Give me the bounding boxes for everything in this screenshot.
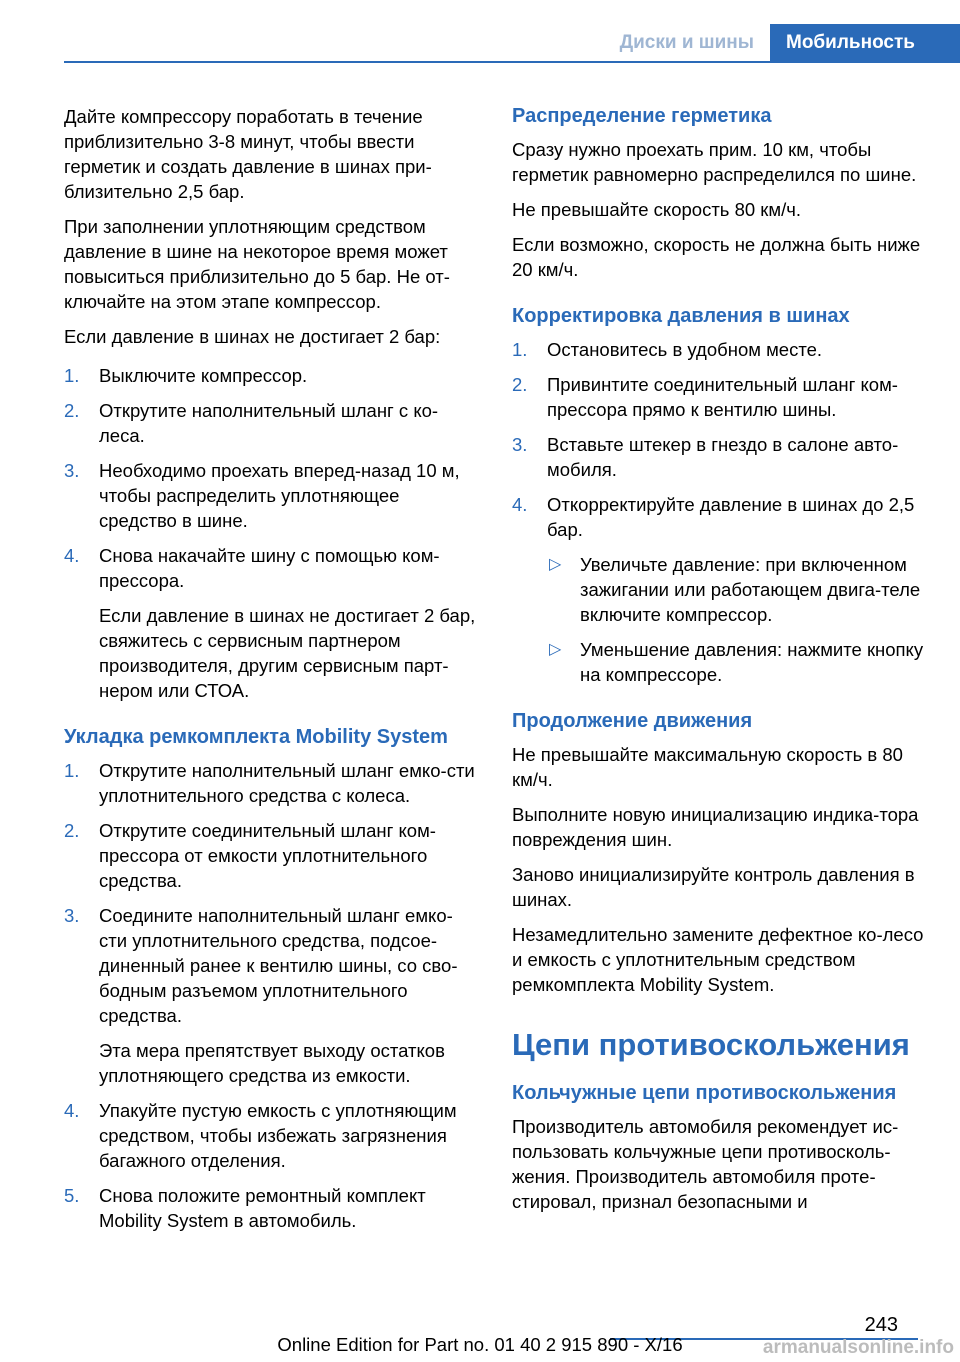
step-number: 2. [64,820,80,841]
step-number: 1. [64,365,80,386]
list-item [64,818,479,893]
step-text: Снова накачайте шину с помощью ком-прессора. [99,545,440,591]
heading-pressure-correction: Корректировка давления в шинах [512,305,850,327]
step-text: Открутите наполнительный шланг емко-сти уплотнительного средства с колеса. [99,760,475,806]
paragraph: Сразу нужно проехать прим. 10 км, чтобы герметик равномерно распределился по шине. [512,139,917,185]
list-item [512,372,932,422]
step-text: Соедините наполнительный шланг емко-сти уплотнительного средства, подсое-диненный ранее к вентилю шины, со сво-бодным разъемом уплотнительного средства. [99,905,458,1026]
step-text: Открутите соединительный шланг ком-прессора от емкости уплотнительного средства. [99,820,436,891]
paragraph: Не превышайте максимальную скорость в 80 км/ч. [512,744,903,790]
bullet-text: Уменьшение давления: нажмите кнопку на компрессоре. [580,639,924,685]
step-number: 4. [64,545,80,566]
step-number: 1. [64,760,80,781]
heading-sealant-distribution: Распределение герметика [512,105,772,127]
triangle-right-icon: ▷ [549,556,562,573]
paragraph: Дайте компрессору поработать в течение приблизительно 3-8 минут, чтобы ввести герметик и создать давление в шинах при-близительно 2,5 бар. [64,106,432,202]
list-item [64,903,479,1088]
heading-stow-kit: Укладка ремкомплекта Mobility System [64,726,448,748]
bullet-item [547,552,932,627]
right-column [512,104,932,1224]
paragraph: Заново инициализируйте контроль давления в шинах. [512,864,915,910]
triangle-right-icon: ▷ [549,641,562,658]
step-text: Выключите компрессор. [99,365,308,386]
list-item [64,1183,479,1233]
step-text: Упакуйте пустую емкость с уплотняющим средством, чтобы избежать загрязнения багажного отделения. [99,1100,457,1171]
paragraph: Выполните новую инициализацию индика-тора повреждения шин. [512,804,919,850]
steps-list-correction [512,337,932,687]
list-item [512,492,932,687]
step-text: Открутите наполнительный шланг с ко-леса. [99,400,439,446]
bullet-text: Увеличьте давление: при включенном зажигании или работающем двига-теле включите компрессор. [580,554,921,625]
step-text: Остановитесь в удобном месте. [547,339,823,360]
steps-list-pressure [64,363,479,703]
page-header [620,24,960,62]
step-number: 3. [64,905,80,926]
list-item [64,543,479,703]
step-number: 1. [512,339,528,360]
step-note: Если давление в шинах не достигает 2 бар, свяжитесь с сервисным партнером производителя, другим сервисным парт-нером или СТОА. [99,605,476,701]
list-item [512,337,932,362]
paragraph: Если возможно, скорость не должна быть ниже 20 км/ч. [512,234,921,280]
step-number: 2. [512,374,528,395]
header-rule [64,61,960,63]
paragraph: Не превышайте скорость 80 км/ч. [512,199,802,220]
page-number: 243 [864,1314,898,1336]
step-number: 5. [64,1185,80,1206]
bullet-item [547,637,932,687]
heading-snow-chains: Цепи противоскольжения [512,1027,910,1062]
list-item [64,458,479,533]
paragraph: Производитель автомобиля рекомендует ис-пользовать кольчужные цепи противосколь-жения. Производитель автомобиля протe-стировал, признал безопасными и [512,1116,899,1212]
step-text: Снова положите ремонтный комплект Mobility System в автомобиль. [99,1185,426,1231]
step-note: Эта мера препятствует выходу остатков уплотняющего средства из емкости. [99,1040,445,1086]
paragraph: Если давление в шинах не достигает 2 бар: [64,326,441,347]
watermark: armanualsonline.info [762,1337,954,1358]
heading-mail-chains: Кольчужные цепи противоскольжения [512,1082,897,1104]
steps-list-stow [64,758,479,1233]
paragraph: Незамедлительно замените дефектное ко-лесо и емкость с уплотнительным средством ремкомплекта Mobility System. [512,924,924,995]
paragraph: При заполнении уплотняющим средством давление в шине на некоторое время может повыситься приблизительно до 5 бар. Не от-ключайте на этом этапе компрессор. [64,216,450,312]
list-item [512,432,932,482]
step-number: 4. [64,1100,80,1121]
step-number: 2. [64,400,80,421]
step-number: 3. [512,434,528,455]
step-text: Вставьте штекер в гнездо в салоне авто-мобиля. [547,434,899,480]
left-column [64,104,479,1243]
step-number: 4. [512,494,528,515]
heading-continue-driving: Продолжение движения [512,710,753,732]
step-number: 3. [64,460,80,481]
section-tab[interactable]: Диски и шины [619,32,754,53]
list-item [64,363,479,388]
list-item [64,758,479,808]
step-text: Откорректируйте давление в шинах до 2,5 бар. [547,494,915,540]
list-item [64,398,479,448]
list-item [64,1098,479,1173]
edition-footer: Online Edition for Part no. 01 40 2 915 890 - X/16 [277,1334,683,1355]
bullet-list [547,552,932,687]
chapter-tab[interactable]: Мобильность [770,24,960,62]
step-text: Привинтите соединительный шланг ком-прессора прямо к вентилю шины. [547,374,898,420]
step-text: Необходимо проехать вперед-назад 10 м, чтобы распределить уплотняющее средство в шине. [99,460,460,531]
